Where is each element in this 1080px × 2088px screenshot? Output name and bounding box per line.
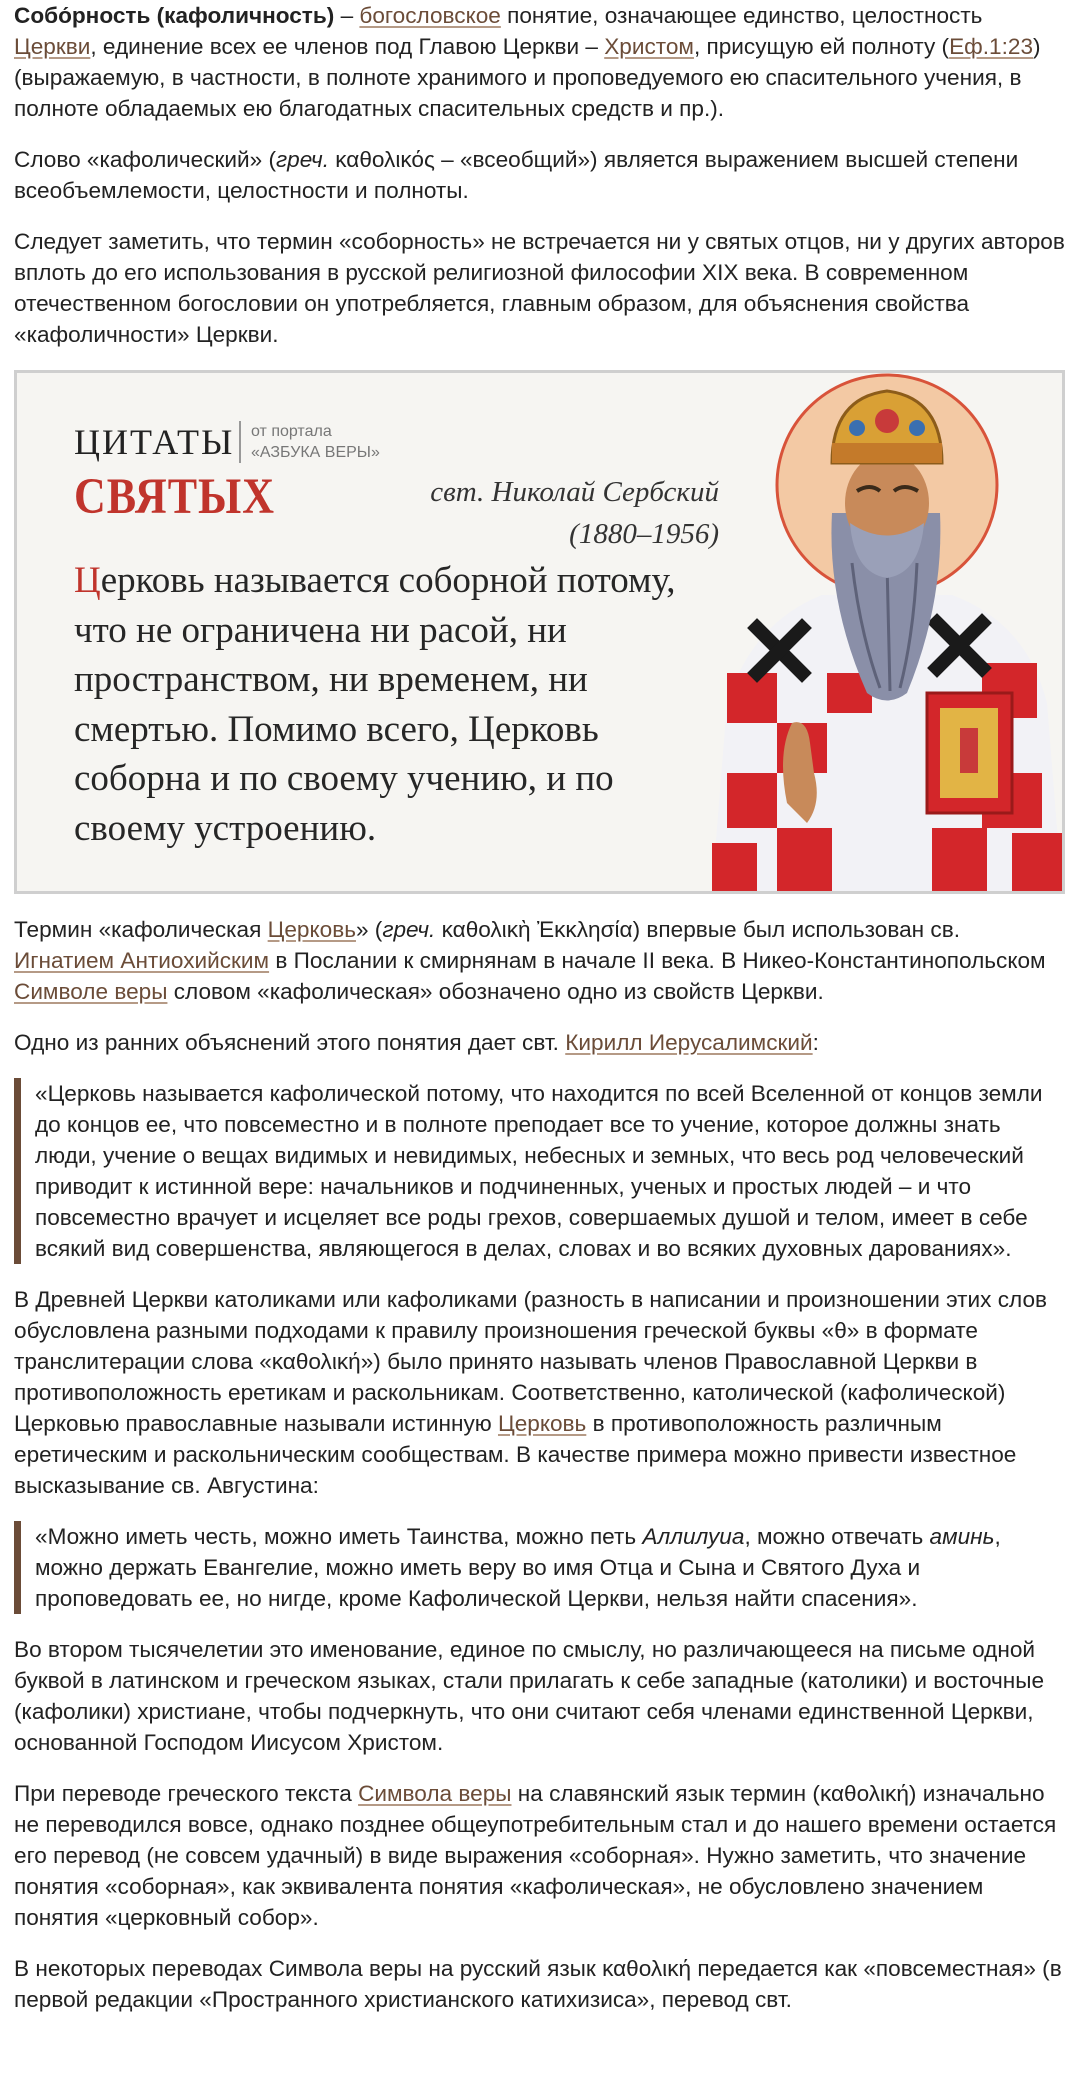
quote-cyril-text: «Церковь называется кафолической потому, что находится по всей Вселенной от концов земли до концов ее, что повсеместно и в полноте преподает все то учение, которое должны знать люди, учение о вещах видимых и невидимых, небесных и земных, что весь род человеческий приводит к истинной вере: начальников и подчиненных, ученых и простых людей – и что повсеместно врачует и исцеляет все роды грехов, совершаемых душой и телом, имеет в себе всякий вид совершенства, являющегося в делах, словах и во всяких духовных дарованиях».: [35, 1081, 1043, 1261]
link-church-2[interactable]: Церковь: [267, 917, 356, 942]
link-church-3[interactable]: Церковь: [497, 1411, 587, 1436]
link-cyril[interactable]: Кирилл Иерусалимский: [565, 1030, 813, 1055]
link-creed-2[interactable]: Символа веры: [358, 1781, 512, 1806]
paragraph-ancient-church: В Древней Церкви католиками или кафоликами (разность в написании и произношении этих слов обусловлена разными подходами к правилу произношения греческой буквы «θ» в формате транслитерации слова «καθολική») было принято называть членов Православной Церкви в противоположность еретикам и раскольникам. Соответственно, католической (кафолической) Церковью православные называли истинную Церковь в противоположность различным еретическим и раскольническим сообществам. В качестве примера можно привести известное высказывание св. Августина:: [14, 1287, 1048, 1498]
logo-citaty: ЦИТАТЫ: [74, 422, 235, 462]
link-christ[interactable]: Христом: [604, 34, 694, 59]
paragraph-russian-translations: В некоторых переводах Символа веры на русский язык καθολική передается как «повсеместная» (в первой редакции «Пространного христианского катихизиса», перевод свт.: [14, 1956, 1062, 2012]
paragraph-cyril-intro: Одно из ранних объяснений этого понятия дает свт. Кирилл Иерусалимский:: [14, 1030, 819, 1055]
paragraph-catholic-word: Слово «кафолический» (греч. καθολικός – «всеобщий») является выражением высшей степени всеобъемлемости, целостности и полноты.: [14, 147, 1019, 203]
paragraph-definition: Собо́рность (кафоличность) – богословское понятие, означающее единство, целостность Церкви, единение всех ее членов под Главою Церкви – Христом, присущую ей полноту (Еф.1:23) (выражаемую, в частности, в полноте хранимого и проповедуемого ею спасительного учения, в полноте обладаемых ею благодатных спасительных средств и пр.).: [14, 3, 1041, 121]
blockquote-cyril: [14, 1078, 1065, 1264]
paragraph-term-history: Термин «кафолическая Церковь» (греч. καθολικὴ Ἐκκλησία) впервые был использован св. Игнатием Антиохийским в Послании к смирнянам в начале II века. В Никео-Константинопольском Символе веры словом «кафолическая» обозначено одно из свойств Церкви.: [14, 917, 1046, 1004]
link-creed[interactable]: Символе веры: [14, 979, 168, 1004]
link-ignatius[interactable]: Игнатием Антиохийским: [14, 948, 270, 973]
drop-cap: Ц: [74, 560, 101, 601]
quote-banner: [14, 370, 1065, 894]
link-theology[interactable]: богословское: [359, 3, 501, 28]
portal-label: от портала «АЗБУКА ВЕРЫ»: [239, 421, 380, 463]
paragraph-slavonic-translation: При переводе греческого текста Символа веры на славянский язык термин (καθολική) изначально не переводился вовсе, однако позднее общеупотребительным стал и до нашего времени остается его перевод (не совсем удачный) в виде выражения «соборная». Нужно заметить, что значение понятия «соборная», как эквивалента понятия «кафолическая», не обусловлено значением понятия «церковный собор».: [14, 1781, 1057, 1930]
quote-augustine-text: «Можно иметь честь, можно иметь Таинства, можно петь Аллилуиа, можно отвечать аминь, можно держать Евангелие, можно иметь веру во имя Отца и Сына и Святого Духа и проповедовать ее, но нигде, кроме Кафолической Церкви, нельзя найти спасения».: [35, 1524, 1001, 1611]
link-church[interactable]: Церкви: [14, 34, 91, 59]
link-eph-1-23[interactable]: Еф.1:23: [949, 34, 1034, 59]
term-title: Собо́рность (кафоличность): [14, 3, 335, 28]
paragraph-second-millennium: Во втором тысячелетии это именование, единое по смыслу, но различающееся на письме одной буквой в латинском и греческом языках, стали прилагать к себе западные (католики) и восточные (кафолики) христиане, чтобы подчеркнуть, что они считают себя членами единственной Церкви, основанной Господом Иисусом Христом.: [14, 1637, 1045, 1755]
logo-svyatyh: СВЯТЫХ: [74, 468, 276, 525]
saint-icon-illustration: [682, 373, 1062, 891]
banner-quote-text: Церковь называется соборной потому, что не ограничена ни расой, ни пространством, ни временем, ни смертью. Помимо всего, Церковь соборна и по своему учению, и по своему устроению.: [74, 560, 676, 849]
blockquote-augustine: [14, 1521, 1065, 1614]
quote-author: свт. Николай Сербский (1880–1956): [430, 476, 719, 550]
paragraph-sobornost-note: Следует заметить, что термин «соборность» не встречается ни у святых отцов, ни у других авторов вплоть до его использования в русской религиозной философии XIX века. В современном отечественном богословии он употребляется, главным образом, для объяснения свойства «кафоличности» Церкви.: [14, 229, 1065, 347]
